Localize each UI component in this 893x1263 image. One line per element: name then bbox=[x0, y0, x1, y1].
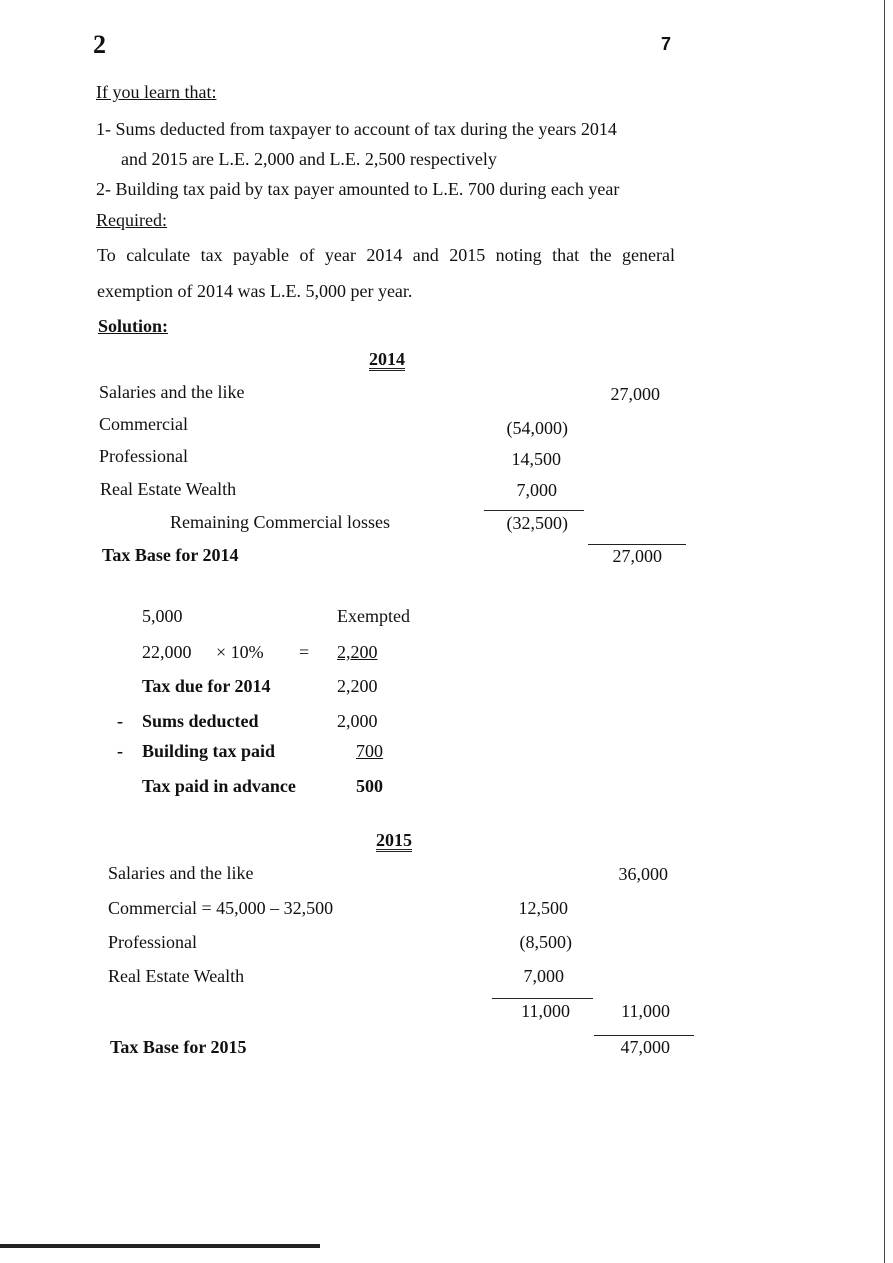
subtotal-2015-value: 11,000 bbox=[521, 1001, 570, 1021]
footer-rule bbox=[0, 1244, 320, 1248]
exempt-label: Exempted bbox=[337, 606, 410, 626]
salaries-2015-label: Salaries and the like bbox=[108, 863, 254, 883]
page-number-right: 7 bbox=[661, 34, 672, 54]
intro-item-2: 2- Building tax paid by tax payer amounted to L.E. 700 during each year bbox=[96, 179, 620, 199]
commercial-2015-value: 12,500 bbox=[518, 898, 568, 918]
advance-value: 500 bbox=[356, 776, 383, 796]
salaries-2014-label: Salaries and the like bbox=[99, 382, 245, 402]
commercial-2015-label: Commercial = 45,000 – 32,500 bbox=[108, 898, 334, 918]
sums-deducted-value: 2,000 bbox=[337, 711, 378, 731]
minus-sign-2: - bbox=[117, 741, 123, 761]
equals-sign: = bbox=[299, 642, 310, 662]
realestate-2014-label: Real Estate Wealth bbox=[100, 479, 237, 499]
tax-amount: 2,200 bbox=[337, 642, 378, 662]
subtotal-line-2015 bbox=[492, 998, 593, 999]
tax-rate: × 10% bbox=[216, 642, 264, 662]
taxbase-2015-label: Tax Base for 2015 bbox=[110, 1037, 247, 1057]
sums-deducted-label: Sums deducted bbox=[142, 711, 259, 731]
building-tax-label: Building tax paid bbox=[142, 741, 276, 761]
salaries-2014-total: 27,000 bbox=[610, 384, 660, 404]
commercial-2014-label: Commercial bbox=[99, 414, 188, 434]
realestate-2015-value: 7,000 bbox=[523, 966, 564, 986]
taxbase-2015-value: 47,000 bbox=[620, 1037, 670, 1057]
taxbase-2014-value: 27,000 bbox=[612, 546, 662, 566]
intro-item-1-line-2: and 2015 are L.E. 2,000 and L.E. 2,500 respectively bbox=[121, 149, 497, 169]
tax-due-value: 2,200 bbox=[337, 676, 378, 696]
intro-item-1-line-1: 1- Sums deducted from taxpayer to account of tax during the years 2014 bbox=[96, 119, 617, 139]
professional-2015-label: Professional bbox=[108, 932, 197, 952]
professional-2014-label: Professional bbox=[99, 446, 188, 466]
realestate-2014-value: 7,000 bbox=[516, 480, 557, 500]
solution-label: Solution: bbox=[98, 316, 169, 336]
remaining-losses-value: (32,500) bbox=[506, 513, 568, 533]
year-2014-title: 2014 bbox=[369, 349, 405, 369]
required-line-2: exemption of 2014 was L.E. 5,000 per year. bbox=[97, 281, 413, 301]
remaining-losses-label: Remaining Commercial losses bbox=[170, 512, 390, 532]
commercial-2014-value: (54,000) bbox=[506, 418, 568, 438]
professional-2014-value: 14,500 bbox=[511, 449, 561, 469]
required-label: Required: bbox=[96, 210, 167, 230]
minus-sign-1: - bbox=[117, 711, 123, 731]
page-number-left: 2 bbox=[93, 30, 106, 59]
subtotal-line-2014 bbox=[484, 510, 584, 511]
year-2015-title: 2015 bbox=[376, 830, 412, 850]
subtotal-2015-carried: 11,000 bbox=[621, 1001, 670, 1021]
advance-label: Tax paid in advance bbox=[142, 776, 296, 796]
exempt-amount: 5,000 bbox=[142, 606, 183, 626]
taxbase-2014-label: Tax Base for 2014 bbox=[102, 545, 239, 565]
total-line-2015 bbox=[594, 1035, 694, 1036]
intro-heading: If you learn that: bbox=[96, 82, 217, 102]
required-line-1: To calculate tax payable of year 2014 and 2015 noting that the general bbox=[97, 245, 675, 265]
total-line-2014 bbox=[588, 544, 686, 545]
taxable-amount: 22,000 bbox=[142, 642, 192, 662]
salaries-2015-total: 36,000 bbox=[618, 864, 668, 884]
page-edge-line bbox=[884, 0, 885, 1263]
building-tax-value: 700 bbox=[356, 741, 383, 761]
realestate-2015-label: Real Estate Wealth bbox=[108, 966, 245, 986]
professional-2015-value: (8,500) bbox=[519, 932, 572, 952]
tax-due-label: Tax due for 2014 bbox=[142, 676, 271, 696]
